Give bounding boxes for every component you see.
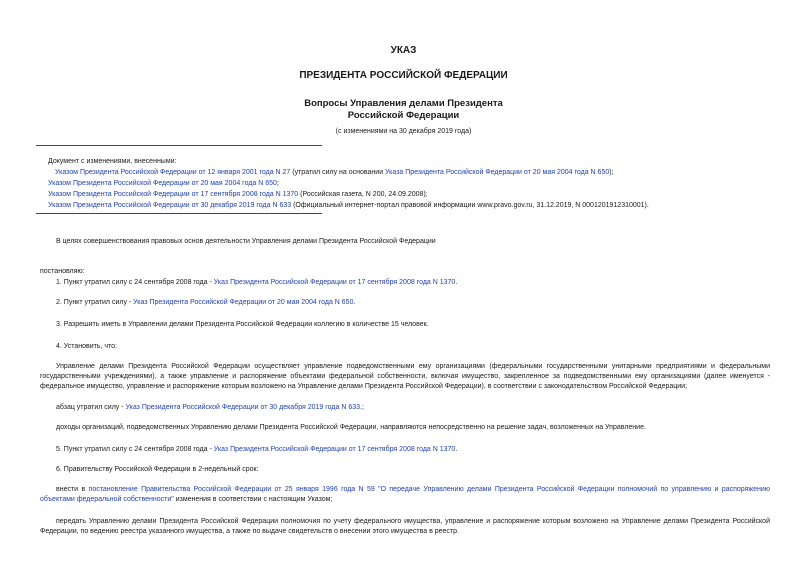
decree-link[interactable]: Указ Президента Российской Федерации от 30 декабря 2019 года N 633: [125, 404, 361, 411]
paragraph-4a: Управление делами Президента Российской Федерации осуществляет управление подведомственными ему организациями (федеральными государственными унитарными предприятиями и федеральными государственными учреждениями), а также управление и распоряжение объектами федеральной собственности, включая имущество, закрепленное за подведомственными ему организациями (далее именуется - федеральное имущество, управление и распоряжение которым возложено на Управление делами Президента Российской Федерации), в соответствии с законодательством Российской Федерации;: [40, 363, 770, 390]
amendment-link[interactable]: Указом Президента Российской Федерации от 12 января 2001 года N 27: [55, 169, 291, 176]
paragraph-6: 6. Правительству Российской Федерации в 2-недельный срок:: [56, 466, 259, 473]
paragraph-2: 2. Пункт утратил силу - Указ Президента Российской Федерации от 20 мая 2004 года N 650.: [56, 299, 356, 306]
paragraph-3: 3. Разрешить иметь в Управлении делами Президента Российской Федерации коллегию в количестве 15 человек.: [56, 321, 429, 328]
amendment-item: Указом Президента Российской Федерации от 30 декабря 2019 года N 633 (Официальный интернет-портал правовой информации www.pravo.gov.ru, 31.12.2019, N 0001201912310001).: [48, 202, 649, 209]
paragraph-5: 5. Пункт утратил силу с 24 сентября 2008 года - Указ Президента Российской Федерации от 17 сентября 2008 года N 1370.: [56, 446, 458, 453]
document-topic-line2: Российской Федерации: [347, 110, 460, 121]
amendment-note: (с изменениями на 30 декабря 2019 года): [335, 128, 472, 135]
paragraph-4b: абзац утратил силу - Указ Президента Российской Федерации от 30 декабря 2019 года N 633.;: [56, 404, 364, 411]
paragraph-6a: внести в постановление Правительства Российской Федерации от 25 января 1996 года N 59 "О передаче Управлению делами Президента Российской Федерации полномочий по управлению и распоряжению объектами федеральной собственности" изменения в соответствии с настоящим Указом;: [40, 486, 771, 503]
amendment-link[interactable]: Указом Президента Российской Федерации от 17 сентября 2008 года N 1370: [48, 191, 299, 198]
divider-top: [36, 145, 322, 146]
paragraph-4c: доходы организаций, подведомственных Управлению делами Президента Российской Федерации, направляются непосредственно на решение задач, возложенных на Управление.: [56, 424, 646, 431]
preamble: В целях совершенствования правовых основ деятельности Управления делами Президента Российской Федерации: [56, 238, 436, 245]
amendment-link[interactable]: Указа Президента Российской Федерации от 20 мая 2004 года N 650: [385, 169, 610, 176]
amendment-item: Указом Президента Российской Федерации от 12 января 2001 года N 27 (утратил силу на основании Указа Президента Российской Федерации от 20 мая 2004 года N 650);: [55, 169, 614, 176]
amendment-link[interactable]: Указом Президента Российской Федерации от 30 декабря 2019 года N 633: [48, 202, 292, 209]
resolve-word: постановляю:: [40, 268, 85, 275]
paragraph-4: 4. Установить, что:: [56, 343, 118, 350]
decree-link[interactable]: Указ Президента Российской Федерации от 20 мая 2004 года N 650: [133, 299, 354, 306]
amendment-link[interactable]: Указом Президента Российской Федерации от 20 мая 2004 года N 650: [48, 180, 277, 187]
document-title: УКАЗ: [390, 45, 417, 56]
amendment-item: Указом Президента Российской Федерации от 20 мая 2004 года N 650;: [48, 180, 279, 187]
amendment-item: Указом Президента Российской Федерации от 17 сентября 2008 года N 1370 (Российская газета, N 200, 24.09.2008);: [48, 191, 428, 198]
resolution-link[interactable]: постановление Правительства Российской Федерации от 25 января 1996 года N 59 "О передаче Управлению делами Президента Российской Федерации полномочий по управлению и распоряжению объектами федеральной собственности": [40, 486, 771, 503]
amendments-intro: Документ с изменениями, внесенными:: [48, 158, 177, 165]
divider-bottom: [36, 213, 322, 214]
document-issuer: ПРЕЗИДЕНТА РОССИЙСКОЙ ФЕДЕРАЦИИ: [299, 70, 508, 81]
decree-link[interactable]: Указ Президента Российской Федерации от 17 сентября 2008 года N 1370: [213, 279, 456, 286]
paragraph-1: 1. Пункт утратил силу с 24 сентября 2008 года - Указ Президента Российской Федерации от 17 сентября 2008 года N 1370.: [56, 279, 458, 286]
document-topic: [0, 98, 807, 122]
document-topic-line1: Вопросы Управления делами Президента: [304, 98, 503, 109]
decree-link[interactable]: Указ Президента Российской Федерации от 17 сентября 2008 года N 1370: [213, 446, 456, 453]
paragraph-6b: передать Управлению делами Президента Российской Федерации полномочия по учету федерального имущества, управление и распоряжение которым возложено на Управление делами Президента Российской Федерации, по ведению реестра указанного имущества, а также по выдаче свидетельств о внесении этого имущества в реестр.: [40, 518, 770, 535]
